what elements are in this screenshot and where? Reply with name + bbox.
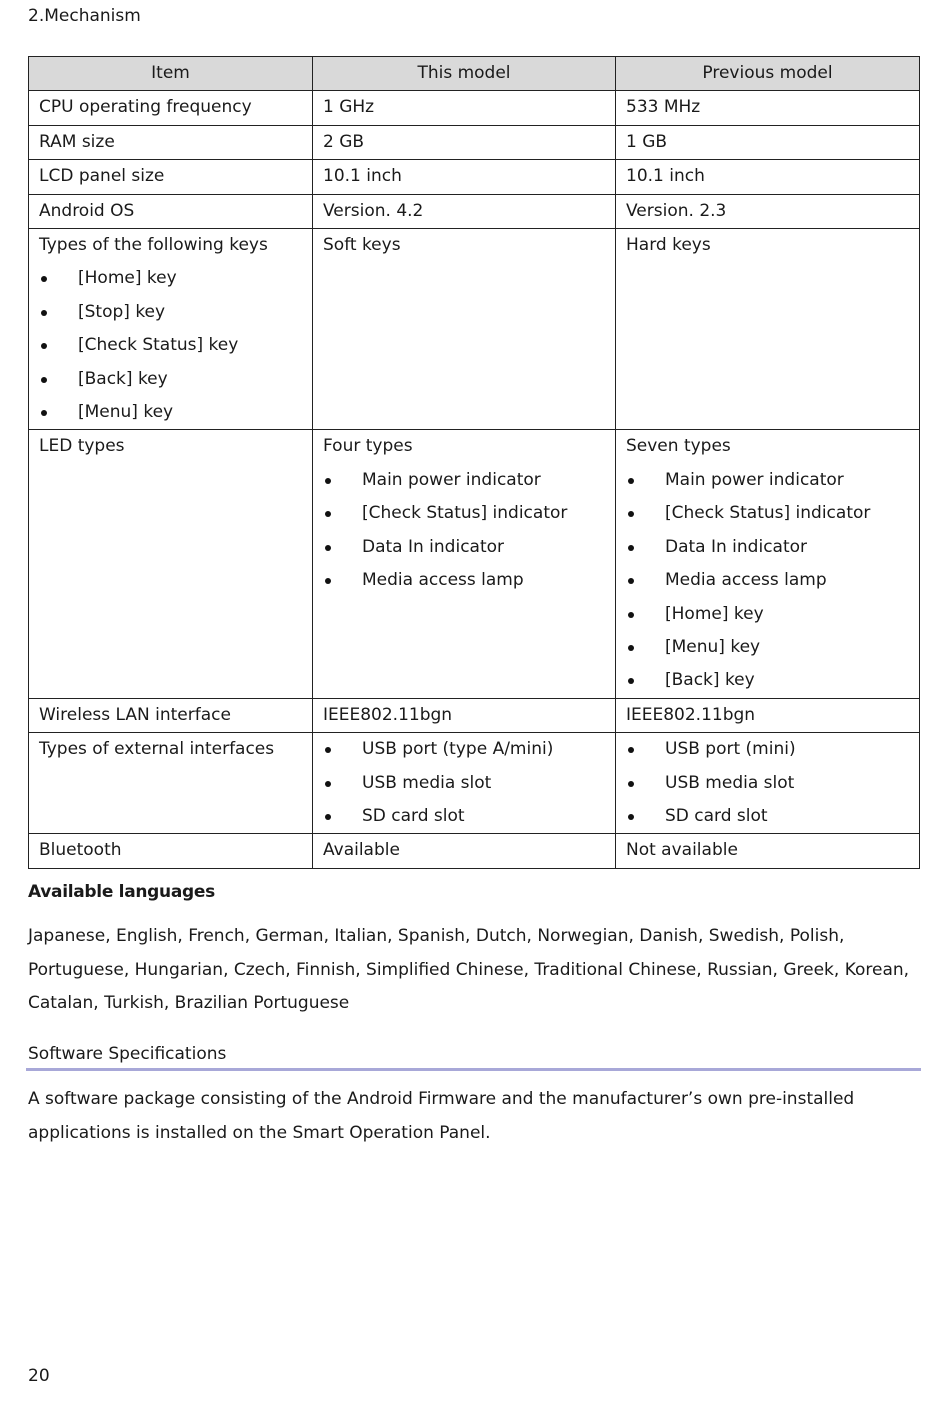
list-item: SD card slot <box>626 800 909 833</box>
row-previous-model-value: 1 GB <box>616 125 920 159</box>
software-text: A software package consisting of the Android Firmware and the manufacturer’s own pre-installed applications is installed on the Smart Operation Panel. <box>28 1089 855 1143</box>
table-row <box>29 160 920 194</box>
row-item-label: Wireless LAN interface <box>29 698 313 732</box>
row-item-label: LED types <box>29 430 313 698</box>
list-item: Data In indicator <box>323 531 605 564</box>
row-this-model-value: IEEE802.11bgn <box>313 698 616 732</box>
row-item-label: Types of external interfaces <box>29 733 313 834</box>
row-this-model-value: Four types <box>323 436 413 457</box>
interface-list <box>323 733 605 833</box>
row-previous-model-value: IEEE802.11bgn <box>616 698 920 732</box>
spec-comparison-table <box>28 56 920 869</box>
list-item: [Home] key <box>626 598 909 631</box>
table-row <box>29 194 920 228</box>
table-row <box>29 733 920 834</box>
row-this-model-value: 1 GHz <box>313 91 616 125</box>
row-previous-model-value: Version. 2.3 <box>616 194 920 228</box>
list-item: [Check Status] indicator <box>626 497 909 530</box>
page-number: 20 <box>28 1366 50 1386</box>
list-item: [Back] key <box>626 664 909 697</box>
row-previous-model-cell <box>616 733 920 834</box>
list-item: [Check Status] key <box>39 329 302 362</box>
header-previous-model: Previous model <box>616 57 920 91</box>
row-previous-model-value: 10.1 inch <box>616 160 920 194</box>
header-this-model: This model <box>313 57 616 91</box>
row-item-cell <box>29 229 313 430</box>
row-item-label: RAM size <box>29 125 313 159</box>
row-previous-model-value: Hard keys <box>616 229 920 430</box>
table-row <box>29 91 920 125</box>
list-item: USB media slot <box>323 767 605 800</box>
list-item: Media access lamp <box>626 564 909 597</box>
row-item-label: CPU operating frequency <box>29 91 313 125</box>
heading-divider <box>26 1068 921 1071</box>
row-this-model-value: Available <box>313 834 616 868</box>
row-item-label: Android OS <box>29 194 313 228</box>
row-this-model-value: Soft keys <box>313 229 616 430</box>
table-row <box>29 229 920 430</box>
row-item-label: LCD panel size <box>29 160 313 194</box>
row-this-model-cell <box>313 430 616 698</box>
list-item: [Menu] key <box>626 631 909 664</box>
software-heading: Software Specifications <box>28 1044 227 1064</box>
list-item: [Check Status] indicator <box>323 497 605 530</box>
row-item-label: Bluetooth <box>29 834 313 868</box>
list-item: Data In indicator <box>626 531 909 564</box>
table-row <box>29 430 920 698</box>
list-item: USB media slot <box>626 767 909 800</box>
table-row <box>29 834 920 868</box>
languages-text: Japanese, English, French, German, Italian, Spanish, Dutch, Norwegian, Danish, Swedish, Polish, Portuguese, Hungarian, Czech, Finnish, Simplified Chinese, Traditional Chinese, Russian, Greek, Korean, Catalan, Turkish, Brazilian Portuguese <box>28 926 910 1013</box>
table-header-row <box>29 57 920 91</box>
table-row <box>29 125 920 159</box>
list-item: USB port (type A/mini) <box>323 733 605 766</box>
list-item: Main power indicator <box>323 464 605 497</box>
row-item-label: Types of the following keys <box>39 235 268 256</box>
row-previous-model-value: 533 MHz <box>616 91 920 125</box>
list-item: USB port (mini) <box>626 733 909 766</box>
list-item: [Menu] key <box>39 396 302 429</box>
list-item: [Home] key <box>39 262 302 295</box>
row-this-model-cell <box>313 733 616 834</box>
languages-heading: Available languages <box>28 882 215 902</box>
list-item: [Back] key <box>39 363 302 396</box>
row-this-model-value: Version. 4.2 <box>313 194 616 228</box>
led-list <box>626 464 909 698</box>
list-item: [Stop] key <box>39 296 302 329</box>
row-previous-model-value: Not available <box>616 834 920 868</box>
row-previous-model-value: Seven types <box>626 436 731 457</box>
header-item: Item <box>29 57 313 91</box>
list-item: Media access lamp <box>323 564 605 597</box>
list-item: Main power indicator <box>626 464 909 497</box>
key-list <box>39 262 302 429</box>
led-list <box>323 464 605 598</box>
row-this-model-value: 10.1 inch <box>313 160 616 194</box>
interface-list <box>626 733 909 833</box>
row-this-model-value: 2 GB <box>313 125 616 159</box>
section-heading: 2.Mechanism <box>28 6 141 26</box>
table-row <box>29 698 920 732</box>
row-previous-model-cell <box>616 430 920 698</box>
list-item: SD card slot <box>323 800 605 833</box>
